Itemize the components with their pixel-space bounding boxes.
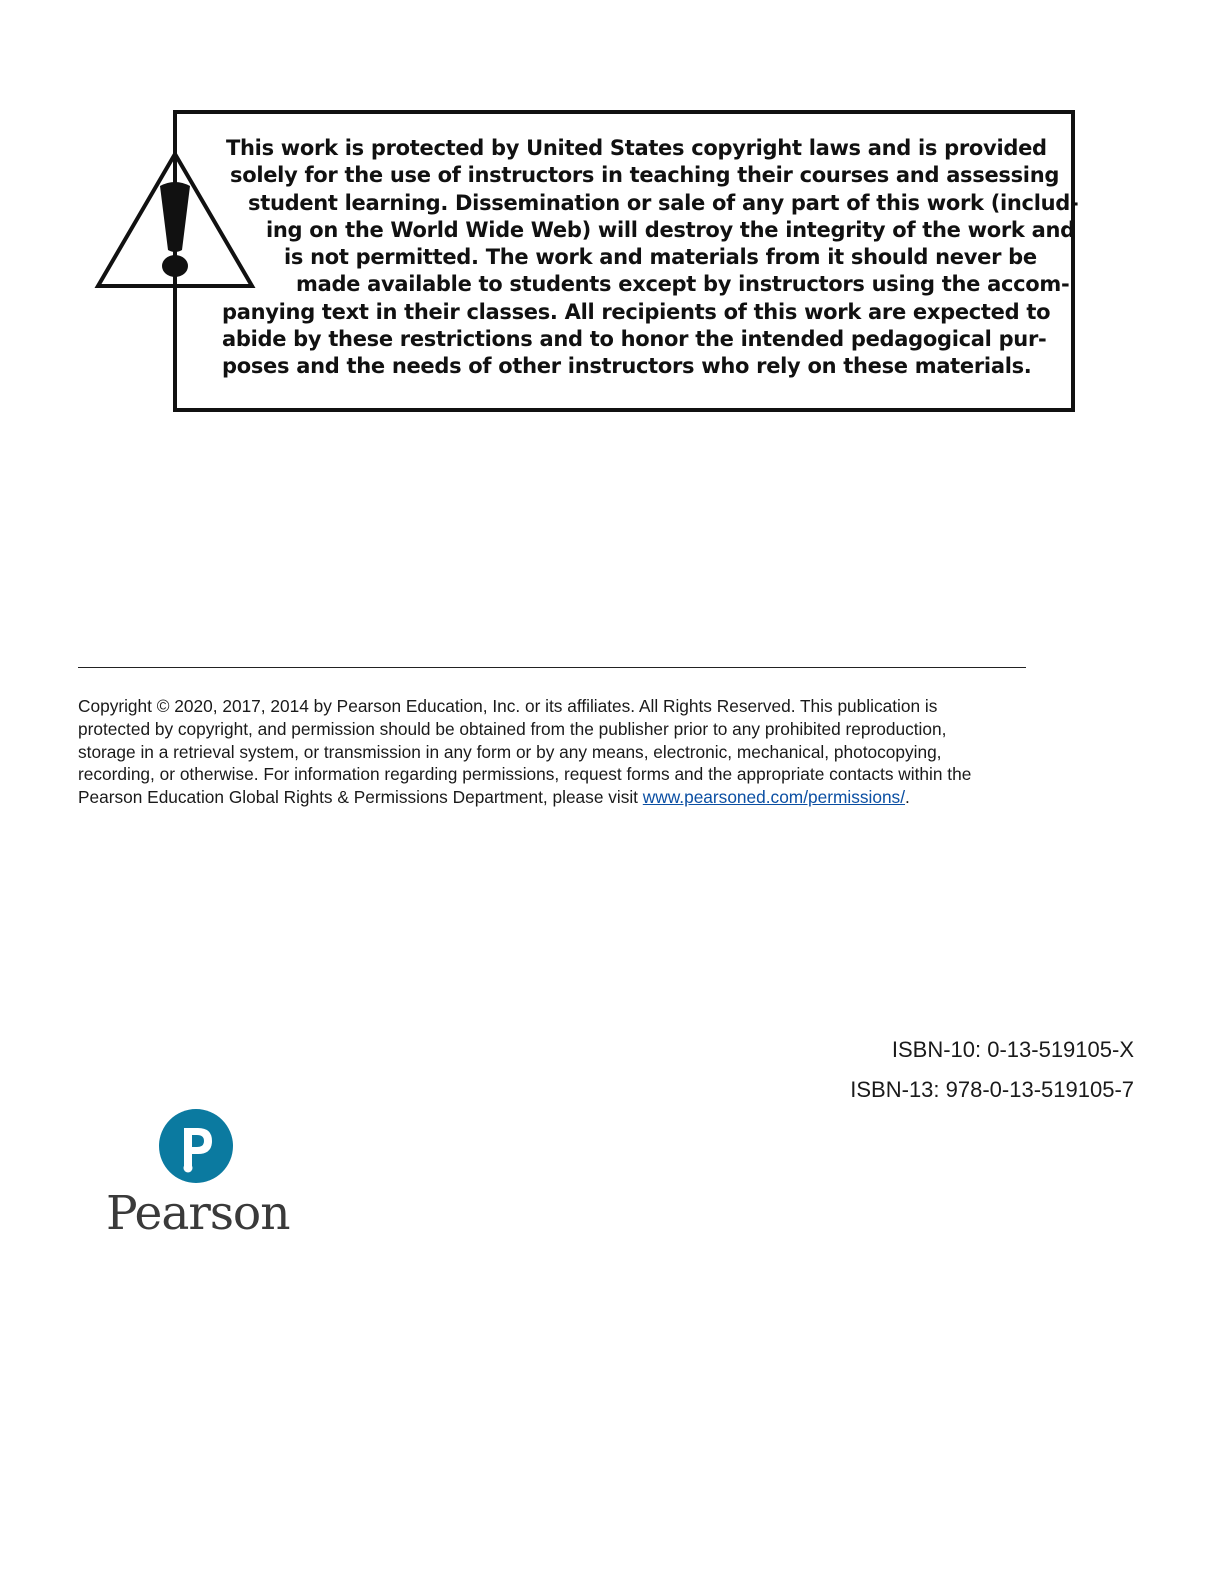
copyright-line: recording, or otherwise. For information regarding permissions, request forms and the appropriate contacts within the [78, 764, 972, 785]
notice-line: panying text in their classes. All recipients of this work are expected to [222, 299, 1051, 324]
copyright-last-line-prefix: Pearson Education Global Rights & Permissions Department, please visit [78, 787, 643, 808]
permissions-link[interactable]: www.pearsoned.com/permissions/ [642, 787, 906, 808]
notice-line: made available to students except by instructors using the accom- [296, 272, 1070, 297]
notice-line: ing on the World Wide Web) will destroy the integrity of the work and [266, 217, 1075, 242]
section-divider [78, 667, 1026, 668]
copyright-paragraph [78, 695, 1138, 809]
isbn-block [850, 1030, 1134, 1110]
notice-line: is not permitted. The work and materials from it should never be [284, 245, 1037, 270]
notice-line: poses and the needs of other instructors who rely on these materials. [222, 354, 1032, 379]
notice-line: abide by these restrictions and to honor the intended pedagogical pur- [222, 327, 1047, 352]
isbn-13: ISBN-13: 978-0-13-519105-7 [850, 1077, 1134, 1102]
isbn-10: ISBN-10: 0-13-519105-X [891, 1037, 1134, 1062]
notice-line: solely for the use of instructors in teaching their courses and assessing [230, 163, 1060, 188]
copyright-line: Copyright © 2020, 2017, 2014 by Pearson Education, Inc. or its affiliates. All Rights Reserved. This publication is [78, 696, 938, 716]
pearson-logo [106, 1108, 290, 1248]
copyright-line: storage in a retrieval system, or transmission in any form or by any means, electronic, mechanical, photocopying, [78, 741, 942, 762]
notice-line: This work is protected by United States copyright laws and is provided [226, 136, 1047, 160]
notice-line: student learning. Dissemination or sale of any part of this work (includ- [248, 190, 1079, 215]
copyright-notice-text [222, 135, 1079, 381]
copyright-last-line-suffix: . [905, 787, 910, 808]
copyright-line: protected by copyright, and permission should be obtained from the publisher prior to any prohibited reproduction, [78, 718, 947, 739]
pearson-p-mark-icon [158, 1108, 234, 1184]
copyright-line-last [78, 786, 1138, 809]
pearson-wordmark: Pearson [106, 1186, 290, 1241]
